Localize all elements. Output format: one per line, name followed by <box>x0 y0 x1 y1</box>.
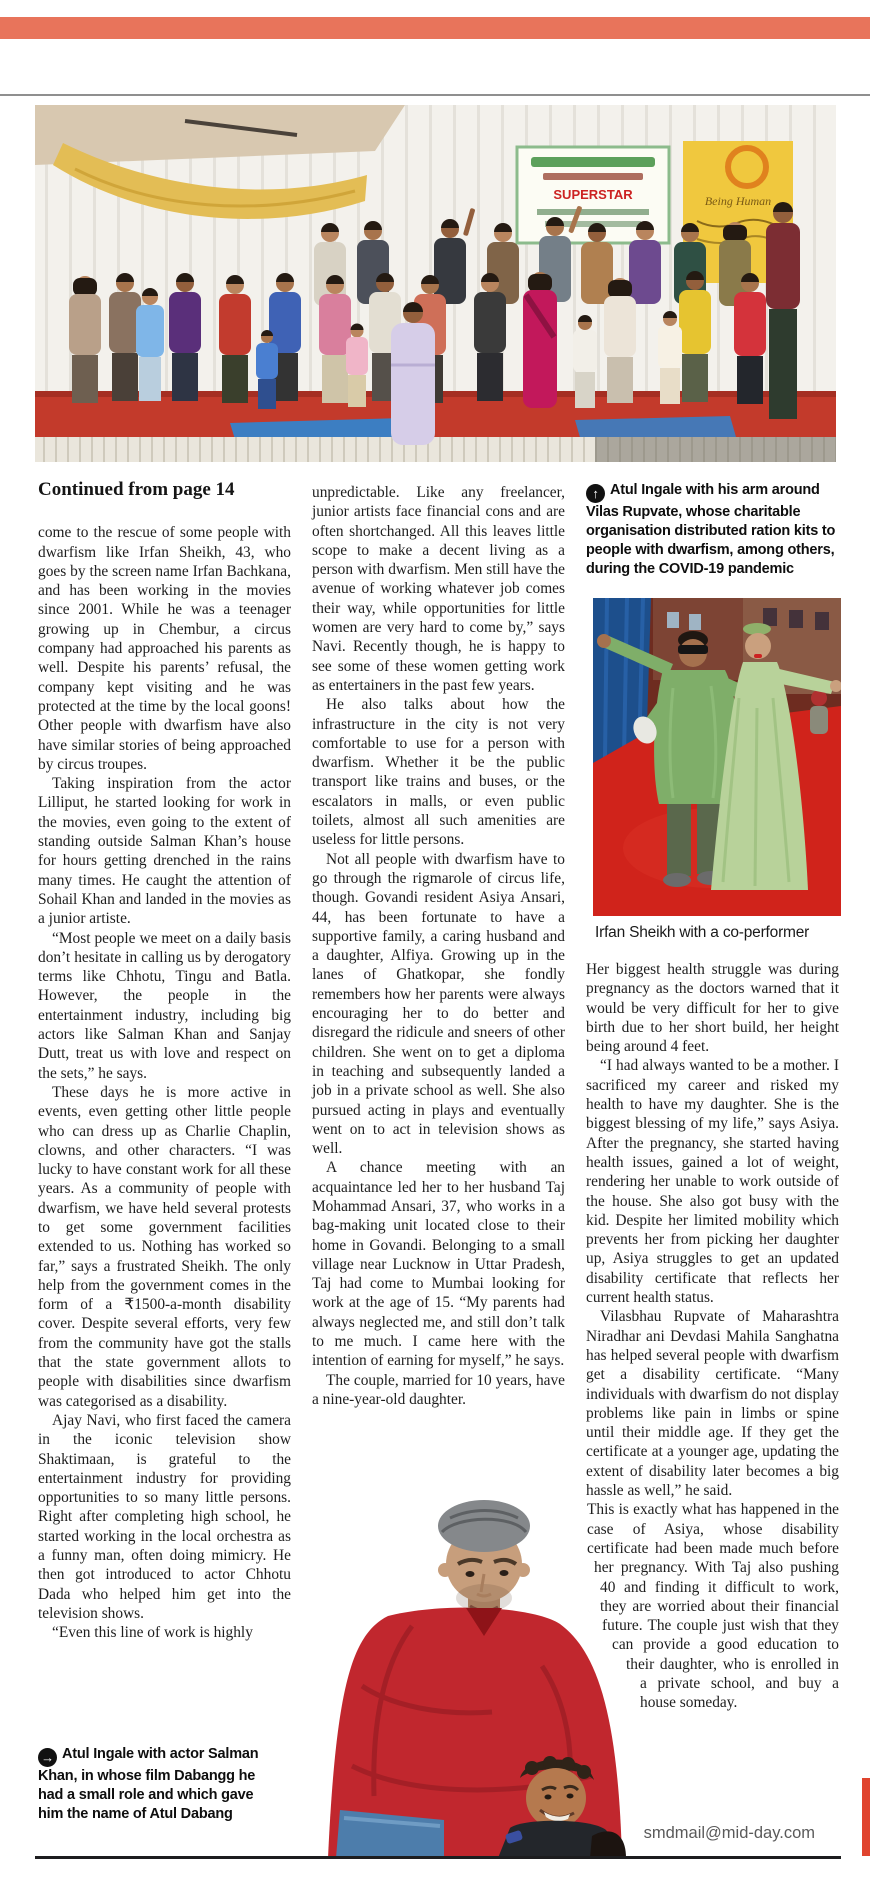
banner-title-text: SUPERSTAR <box>553 187 633 202</box>
up-arrow-icon: ↑ <box>586 484 605 503</box>
article-paragraph: Taking inspiration from the actor Lilliput, he started looking for work in the movies, even going to the extent of standing outside Salman Khan’s house for hours getting drenched in the rains many times. He caught the attention of Sohail Khan and landed in the movies as a junior artiste. <box>38 775 291 928</box>
performers-photo <box>593 598 841 916</box>
article-paragraph: “Even this line of work is highly <box>52 1624 253 1642</box>
bottom-rule <box>35 1856 841 1859</box>
article-paragraph: come to the rescue of some people with dwarfism like Irfan Sheikh, 43, who goes by the screen name Irfan Bachkana, and has been working in the movies since 2001. While he was a teenager growing up in Chembur, a circus company had approached his parents as well. Despite his parents’ refusal, the company kept visiting and he was protected at the time by the local goons! Other people with dwarfism have also have similar stories of being approached by circus troupes. <box>38 524 291 773</box>
contact-email[interactable]: smdmail@mid-day.com <box>643 1824 815 1842</box>
article-paragraph: “I had always wanted to be a mother. I sacrificed my career and risked my health to have my daughter. She is the biggest blessing of my life,” says Asiya. After the pregnancy, she started having health issues, gained a lot of weight, rendering her unable to work outside of the house. She also got busy with the kid. Despite her limited mobility which prevents her from picking her daughter up, Asiya struggles to get an updated disability certificate that reflects her current health status. <box>586 1057 839 1307</box>
article-paragraph: A chance meeting with an acquaintance led her to her husband Taj Mohammad Ansari, 37, who works in a bag-making unit located close to their home in Govandi. Belonging to a small village near Lucknow in Uttar Pradesh, Taj had come to Mumbai looking for work at the age of 15. “My parents had always neglected me, and still don’t talk to me much. I came here with the intention of earning for myself,” he says. <box>312 1159 565 1370</box>
salman-photo-illustration <box>292 1466 626 1858</box>
photo-caption-salman <box>38 1745 266 1824</box>
top-rule <box>0 94 870 96</box>
right-arrow-icon: → <box>38 1748 57 1767</box>
photo-caption-irfan: Irfan Sheikh with a co-performer <box>595 924 810 941</box>
article-column-2 <box>312 483 565 1409</box>
caption-text: Atul Ingale with his arm around Vilas Rupvate, whose charitable organisation distributed ration kits to people with dwarfism, among others, during the COVID-19 pandemic <box>586 482 836 577</box>
article-paragraph: unpredictable. Like any freelancer, junior artists face financial cons and are often shortchanged. All this leaves little scope to make a decent living as a person with dwarfism. Men still have the avenue of working whatever job comes their way, while opportunities for little women are very hard to come by,” says Navi. Recently though, he is happy to see some of these women getting work as entertainers in the past few years. <box>312 484 565 694</box>
caption-text: Atul Ingale with actor Salman Khan, in whose film Dabangg he had a small role and which gave him the name of Atul Dabang <box>38 1746 259 1822</box>
photo-caption-vilas <box>586 481 842 579</box>
page-edge-red-mark <box>862 1778 870 1856</box>
article-paragraph: He also talks about how the infrastructure in the city is not very comfortable to use for a person with dwarfism. Whether it be the public transport like trains and buses, or the escalators in malls, or even public toilets, almost all such amenities are useless for little persons. <box>312 696 565 849</box>
article-paragraph: Vilasbhau Rupvate of Maharashtra Niradhar ani Devdasi Mahila Sanghatna has helped several people with dwarfism get a disability certificate. “Many individuals with dwarfism do not display problems like pain in limbs or spine until their middle age. If they get the certificate at a younger age, updating the extent of disability later becomes a big hassle as well,” he said. <box>586 1308 839 1500</box>
article-column-1 <box>38 480 291 1643</box>
background-performer <box>810 690 828 734</box>
article-paragraph: The couple, married for 10 years, have a nine-year-old daughter. <box>312 1371 565 1408</box>
article-paragraph: Not all people with dwarfism have to go through the rigmarole of circus life, though. Govandi resident Asiya Ansari, 44, has been fortunate to have a supportive family, a caring husband and a daughter, Alfiya. Growing up in the lanes of Ghatkopar, she fondly remembers how her parents were always encouraging her to do better and disregard the ridicule and sneers of other children. She went on to get a diploma in teaching and subsequently landed a job in a private school as well. She also pursued acting in plays and eventually went on to act in television shows as well. <box>312 850 565 1158</box>
article-paragraph: Her biggest health struggle was during pregnancy as the doctors warned that it would be very difficult for her to give birth due to her short build, her height being around 4 feet. <box>586 961 839 1056</box>
group-photo <box>35 105 836 462</box>
salman-photo <box>292 1466 626 1858</box>
article-paragraph: “Most people we meet on a daily basis don’t hesitate in calling us by derogatory terms like Chhotu, Tingu and Batla. However, the people in the entertainment industry, including big actors like Salman Khan and Sanjay Dutt, treat us with love and respect on the sets,” he says. <box>38 929 291 1082</box>
performers-photo-illustration <box>593 598 841 916</box>
continued-from-label: Continued from page 14 <box>38 479 235 500</box>
article-paragraph: These days he is more active in events, even getting other little people who can dress up as Charlie Chaplin, clowns, and other characters. “I was lucky to have constant work for all these years. As a community of people with dwarfism, we have held several protests to get some government facilities extended to us. Nothing has worked so far,” says a frustrated Sheikh. The only help from the government comes in the form of a ₹1500-a-month disability cover. Despite several efforts, very few from the community have got the stalls that the state government allots to people with disabilities since dwarfism was categorised as a disability. <box>38 1083 291 1410</box>
article-paragraph: Ajay Navi, who first faced the camera in the iconic television show Shaktimaan, is grateful to the entertainment industry for providing opportunities to so many little persons. Right after completing high school, he started working in the local orchestra as a funny man, often doing mimicry. He then got introduced to actor Chhotu Dada who helped him get into the television shows. <box>38 1411 291 1622</box>
masthead-color-bar <box>0 17 870 39</box>
banner-side-text: Being Human <box>704 194 772 208</box>
group-photo-illustration <box>35 105 836 462</box>
article-paragraph: This is exactly what has happened in the case of Asiya, whose disability certificate had been made much before her pregnancy. With Taj also pushing 40 and finding it difficult to work, they are worried about their financial future. The couple just wish that they can provide a good education to their daughter, who is enrolled in a private school, and buy a house someday. <box>587 1501 839 1712</box>
